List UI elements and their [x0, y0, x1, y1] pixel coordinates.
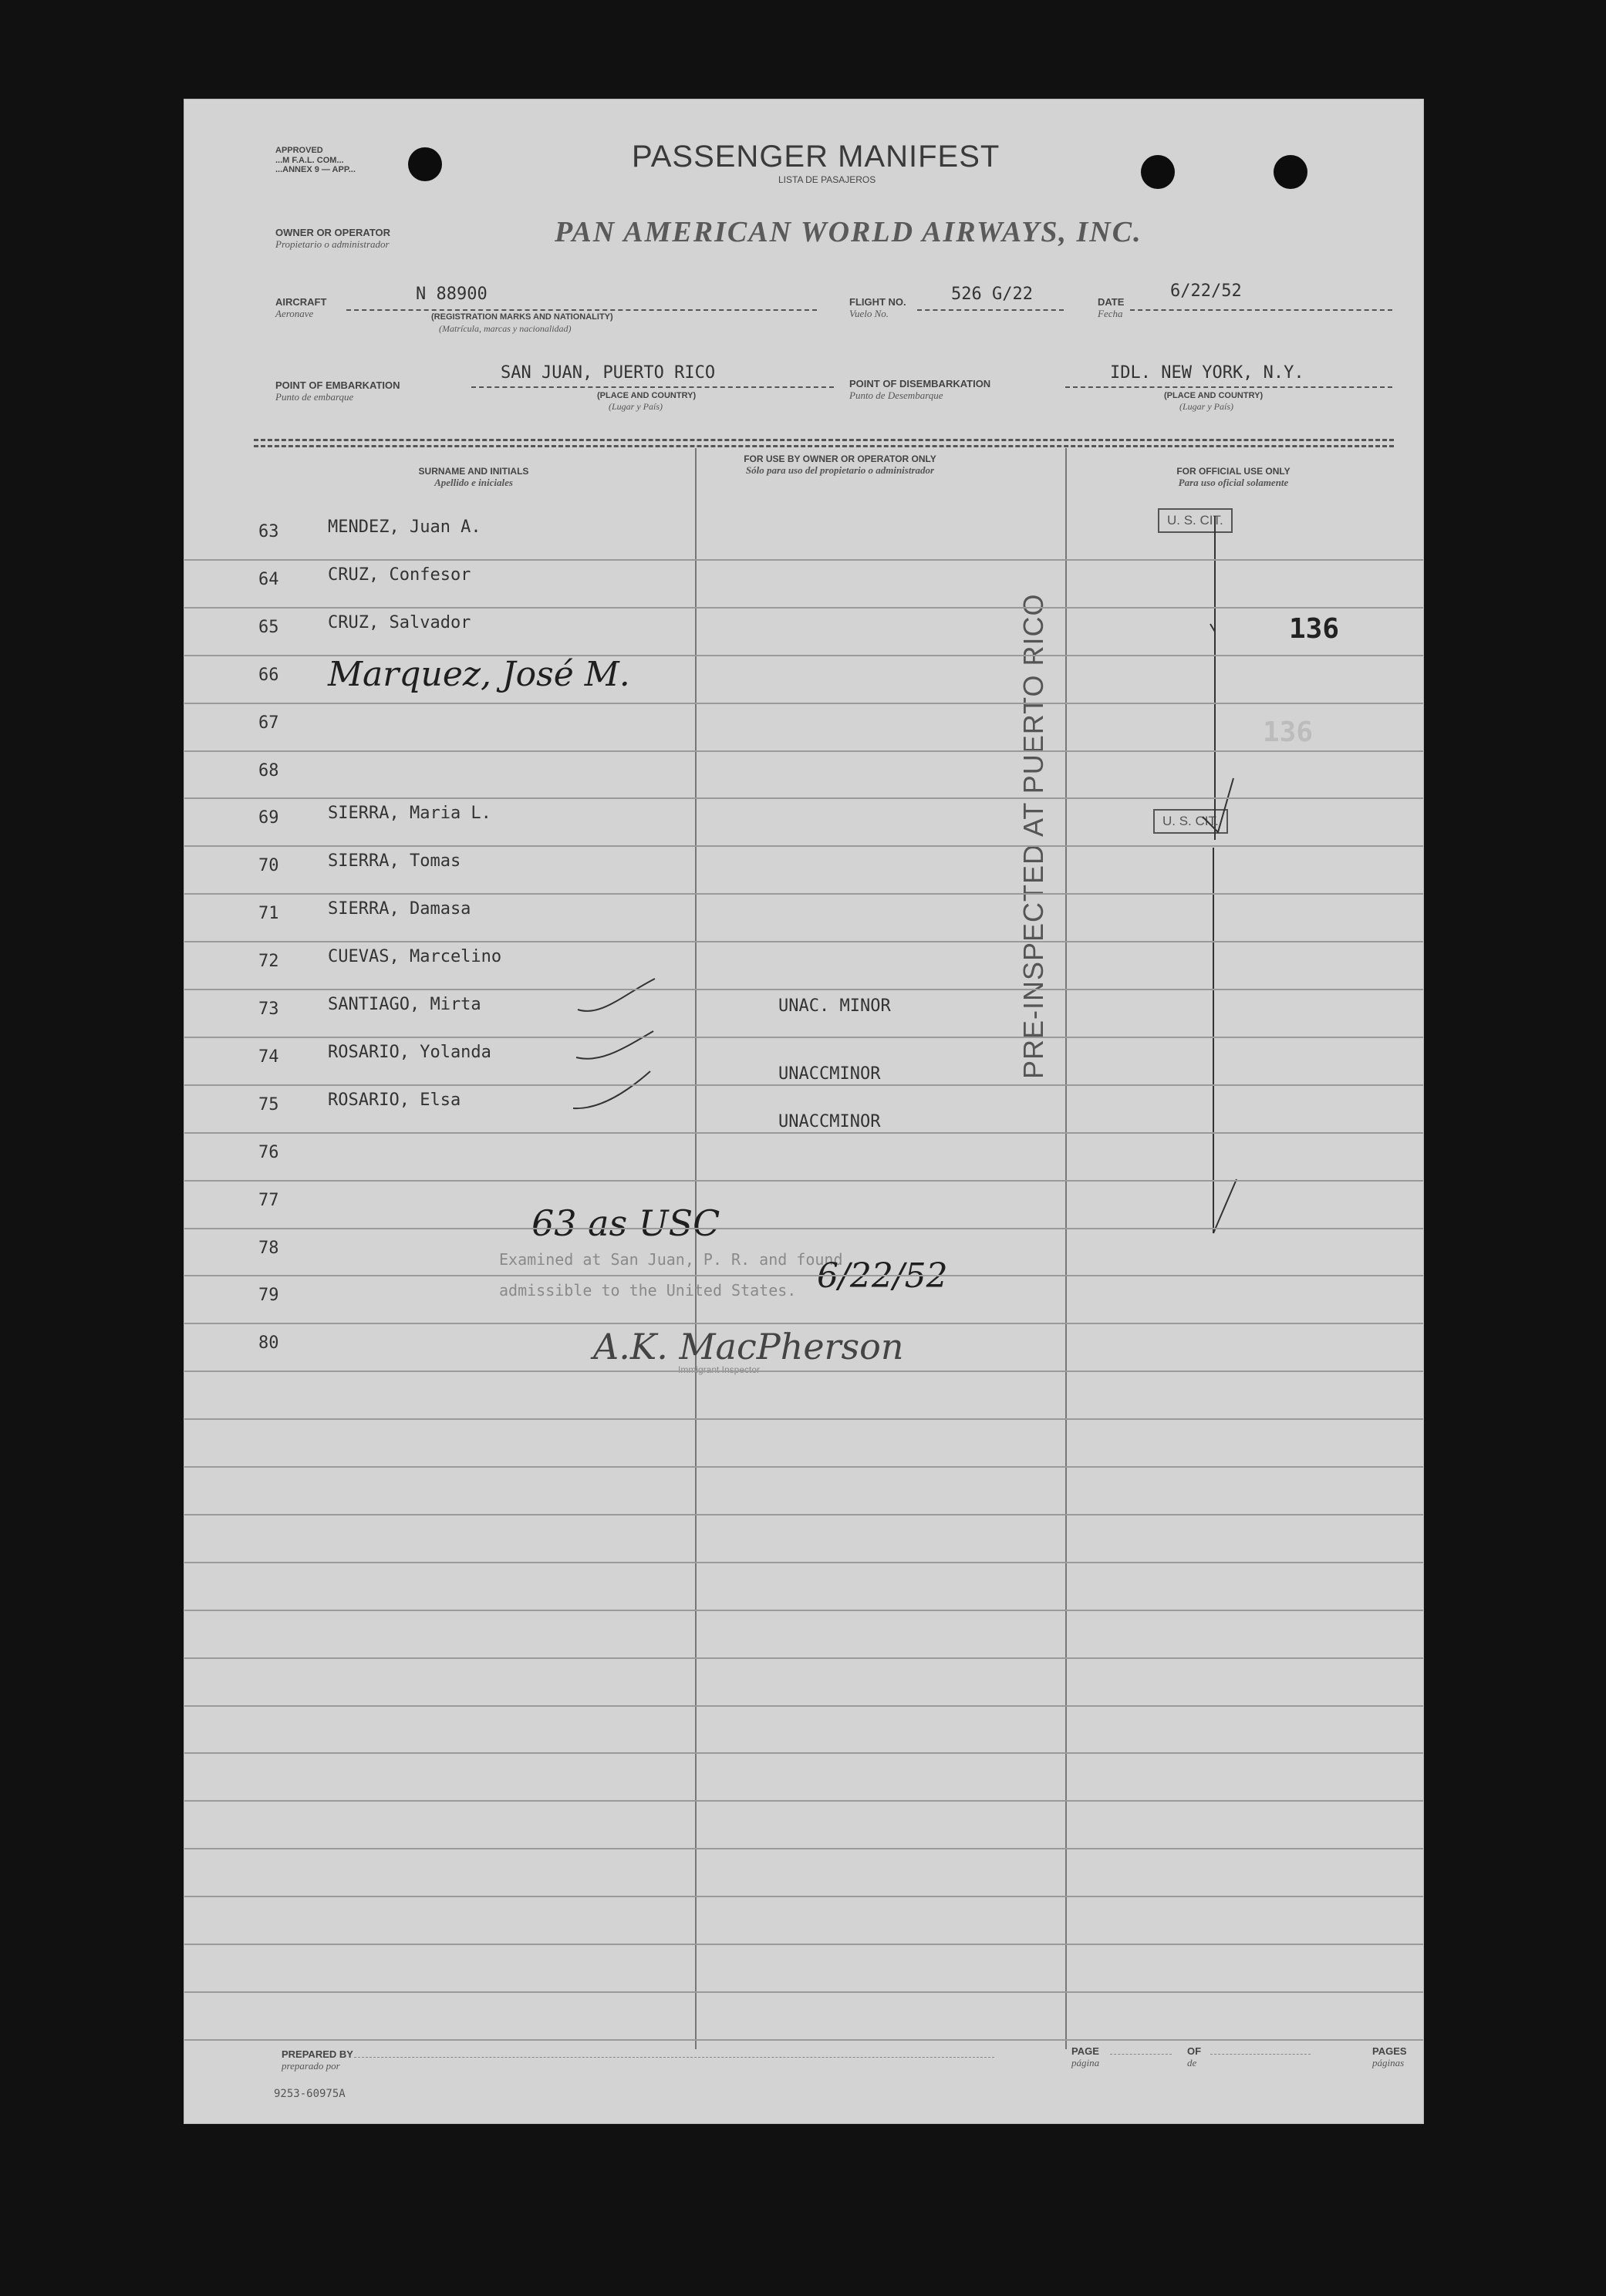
of-label-es: de [1187, 2057, 1197, 2068]
col-header-official: FOR OFFICIAL USE ONLY Para uso oficial solamente [1176, 466, 1291, 488]
table-row-line [184, 1752, 1423, 1754]
owner-note: UNACCMINOR [778, 1111, 881, 1131]
table-row-line [184, 703, 1423, 704]
disembark-label: POINT OF DISEMBARKATION [849, 378, 991, 389]
page-underline [1110, 2054, 1172, 2055]
table-row-line [184, 2039, 1423, 2041]
registration-note: (REGISTRATION MARKS AND NATIONALITY) [431, 312, 613, 322]
row-number: 74 [258, 1047, 279, 1067]
owner-label-es: Propietario o administrador [275, 238, 390, 250]
table-row-line [184, 1084, 1423, 1086]
us-citizen-stamp: U. S. CIT. [1153, 809, 1228, 834]
manifest-page [184, 99, 1424, 2124]
table-row-line [184, 750, 1423, 752]
col-header-owner-use: FOR USE BY OWNER OR OPERATOR ONLY Sólo para uso del propietario o administrador [744, 453, 936, 476]
row-number: 77 [258, 1190, 279, 1210]
table-row [184, 1279, 1423, 1327]
disembark-label-es: Punto de Desembarque [849, 389, 943, 401]
table-row-line [184, 655, 1423, 656]
table-row-line [184, 845, 1423, 847]
table-row-line [184, 1610, 1423, 1611]
count-stamp: 136 [1289, 613, 1340, 645]
owner-label: OWNER OR OPERATOR [275, 227, 391, 238]
of-underline [1210, 2054, 1311, 2055]
disembark-underline [1065, 386, 1392, 388]
passenger-name: SIERRA, Tomas [328, 851, 461, 872]
aircraft-label-es: Aeronave [275, 308, 314, 319]
owner-value: PAN AMERICAN WORLD AIRWAYS, INC. [555, 216, 1142, 248]
table-row-line [184, 1800, 1423, 1802]
disembark-value: IDL. NEW YORK, N.Y. [1110, 363, 1304, 383]
table-row-line [184, 1705, 1423, 1707]
embark-value: SAN JUAN, PUERTO RICO [501, 363, 716, 383]
flight-label-es: Vuelo No. [849, 308, 889, 319]
examined-line-2: admissible to the United States. [499, 1281, 797, 1300]
table-row-line [184, 1991, 1423, 1993]
aircraft-value: N 88900 [416, 285, 488, 304]
row-number: 71 [258, 904, 279, 924]
passenger-name: CRUZ, Confesor [328, 565, 471, 585]
pages-label-es: páginas [1372, 2057, 1405, 2068]
passenger-name: MENDEZ, Juan A. [328, 518, 481, 537]
form-number: 9253-60975A [274, 2088, 346, 2100]
page-subtitle: LISTA DE PASAJEROS [778, 174, 876, 185]
passenger-name: ROSARIO, Yolanda [328, 1042, 491, 1062]
row-number: 78 [258, 1238, 279, 1258]
table-row-line [184, 1944, 1423, 1945]
table-row-line [184, 1037, 1423, 1038]
row-number: 66 [258, 665, 279, 685]
table-row-line [184, 1418, 1423, 1420]
inspector-label: Immigrant Inspector [678, 1364, 761, 1375]
place-note-es: (Lugar y País) [609, 401, 663, 412]
date-label: DATE [1098, 296, 1125, 308]
row-number: 67 [258, 713, 279, 733]
table-row-line [184, 989, 1423, 990]
punch-hole [1141, 155, 1175, 189]
table-row-line [184, 1514, 1423, 1515]
row-number: 69 [258, 808, 279, 828]
table-row-line [184, 1896, 1423, 1897]
count-stamp-faint: 136 [1263, 716, 1314, 748]
embark-label: POINT OF EMBARKATION [275, 379, 400, 391]
prepared-label: PREPARED BY [282, 2048, 353, 2060]
inspector-signature: A.K. MacPherson [593, 1326, 904, 1367]
passenger-name: CRUZ, Salvador [328, 612, 471, 632]
flight-label: FLIGHT NO. [849, 296, 906, 308]
flight-underline [917, 309, 1064, 311]
official-check-marks [1187, 516, 1257, 1256]
passenger-name: SANTIAGO, Mirta [328, 995, 481, 1014]
of-label: OF [1187, 2045, 1202, 2057]
table-row-line [184, 1180, 1423, 1182]
table-row-line [184, 893, 1423, 895]
table-row-line [184, 941, 1423, 942]
registration-note-es: (Matrícula, marcas y nacionalidad) [439, 323, 572, 334]
date-label-es: Fecha [1098, 308, 1123, 319]
table-row-line [184, 607, 1423, 609]
aircraft-label: AIRCRAFT [275, 296, 327, 308]
pages-label: PAGES [1372, 2045, 1407, 2057]
table-row-line [184, 1562, 1423, 1563]
row-number: 64 [258, 569, 279, 589]
place-note: (PLACE AND COUNTRY) [597, 391, 697, 400]
us-citizen-stamp: U. S. CIT. [1158, 508, 1233, 533]
examined-line-1: Examined at San Juan, P. R. and found [499, 1250, 843, 1269]
table-row-line [184, 559, 1423, 561]
row-number: 75 [258, 1094, 279, 1114]
table-row-line [184, 1275, 1423, 1276]
row-number: 79 [258, 1286, 279, 1306]
place-note-2-es: (Lugar y País) [1179, 401, 1233, 412]
aircraft-underline [346, 309, 817, 311]
place-note-2: (PLACE AND COUNTRY) [1164, 391, 1264, 400]
embark-label-es: Punto de embarque [275, 391, 354, 403]
passenger-name: CUEVAS, Marcelino [328, 947, 502, 967]
col-header-surname: SURNAME AND INITIALS Apellido e iniciales [418, 466, 529, 488]
table-row-line [184, 1466, 1423, 1468]
row-number: 65 [258, 617, 279, 637]
page-label-es: página [1071, 2057, 1100, 2068]
row-number: 76 [258, 1142, 279, 1162]
preinspected-stamp: PRE-INSPECTED AT PUERTO RICO [1017, 593, 1049, 1079]
punch-hole [408, 147, 442, 181]
name-check-marks [570, 963, 670, 1118]
passenger-name: Marquez, José M. [328, 654, 630, 694]
page-title: PASSENGER MANIFEST [632, 140, 1000, 174]
table-row-line [184, 1657, 1423, 1659]
row-number: 80 [258, 1333, 279, 1354]
row-number: 63 [258, 522, 279, 541]
row-number: 70 [258, 856, 279, 876]
owner-note: UNAC. MINOR [778, 996, 891, 1016]
handwritten-count: 63 as USC [531, 1202, 720, 1244]
flight-value: 526 G/22 [951, 285, 1033, 304]
header-rule [254, 445, 1394, 447]
prepared-underline [354, 2057, 994, 2058]
table-row-line [184, 1371, 1423, 1372]
table-row-line [184, 1323, 1423, 1324]
punch-hole [1274, 155, 1307, 189]
date-underline [1130, 309, 1392, 311]
handwritten-date: 6/22/52 [817, 1256, 948, 1296]
table-row-line [184, 1132, 1423, 1134]
table-row-line [184, 1848, 1423, 1849]
approved-block: APPROVED ...M F.A.L. COM... ...ANNEX 9 — APP... [275, 146, 356, 175]
row-number: 73 [258, 1000, 279, 1019]
row-number: 72 [258, 952, 279, 972]
passenger-name: SIERRA, Damasa [328, 899, 471, 919]
prepared-label-es: preparado por [282, 2060, 340, 2072]
table-row-line [184, 797, 1423, 799]
header-rule [254, 439, 1394, 441]
passenger-name: ROSARIO, Elsa [328, 1090, 461, 1110]
passenger-name: SIERRA, Maria L. [328, 804, 491, 824]
owner-note: UNACCMINOR [778, 1064, 881, 1084]
embark-underline [471, 386, 834, 388]
page-label: PAGE [1071, 2045, 1099, 2057]
row-number: 68 [258, 760, 279, 781]
table-row-line [184, 1228, 1423, 1229]
date-value: 6/22/52 [1170, 282, 1242, 301]
